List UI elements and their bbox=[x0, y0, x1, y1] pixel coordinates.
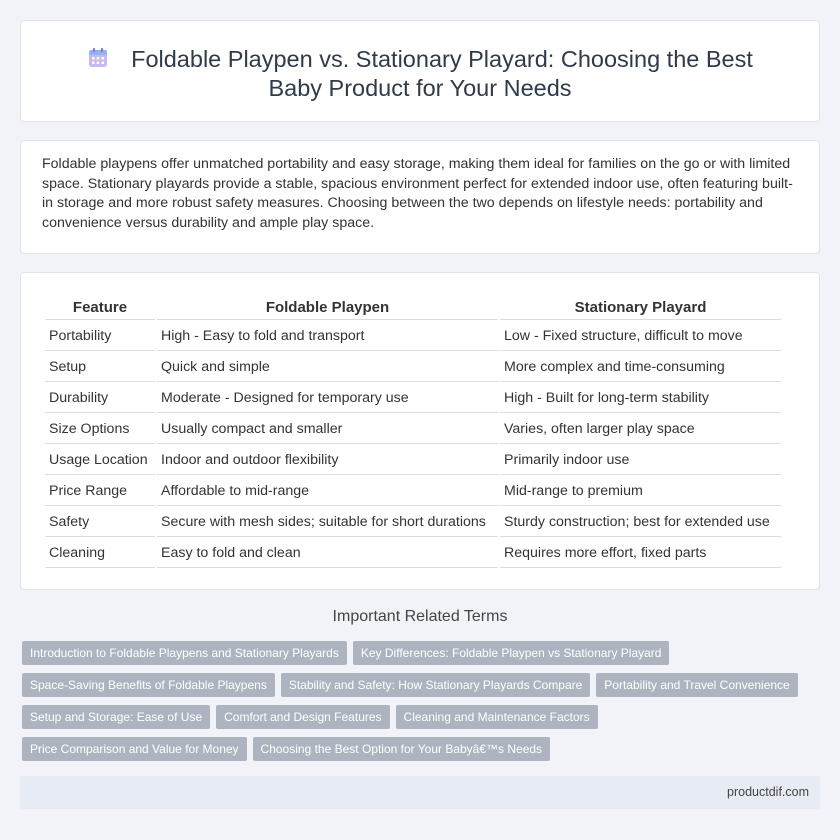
table-header-row bbox=[45, 296, 781, 320]
related-term-tag[interactable]: Setup and Storage: Ease of Use bbox=[22, 705, 210, 729]
footer bbox=[20, 776, 820, 809]
feature-cell: Durability bbox=[45, 384, 155, 413]
stationary-cell: More complex and time-consuming bbox=[500, 353, 781, 382]
related-terms-heading: Important Related Terms bbox=[332, 608, 508, 625]
table-row bbox=[45, 415, 781, 444]
foldable-cell: Quick and simple bbox=[157, 353, 498, 382]
related-term-tag[interactable]: Price Comparison and Value for Money bbox=[22, 737, 247, 761]
feature-cell: Setup bbox=[45, 353, 155, 382]
stationary-cell: Low - Fixed structure, difficult to move bbox=[500, 322, 781, 351]
title-card bbox=[20, 20, 820, 122]
related-term-tag[interactable]: Choosing the Best Option for Your Babyâ€™s Needs bbox=[253, 737, 551, 761]
foldable-cell: Easy to fold and clean bbox=[157, 539, 498, 568]
foldable-cell: Indoor and outdoor flexibility bbox=[157, 446, 498, 475]
feature-cell: Portability bbox=[45, 322, 155, 351]
stationary-cell: Requires more effort, fixed parts bbox=[500, 539, 781, 568]
foldable-cell: Moderate - Designed for temporary use bbox=[157, 384, 498, 413]
foldable-cell: Affordable to mid-range bbox=[157, 477, 498, 506]
header-stationary-playard: Stationary Playard bbox=[500, 296, 781, 320]
comparison-table-card bbox=[20, 272, 820, 590]
related-term-tag[interactable]: Key Differences: Foldable Playpen vs Stationary Playard bbox=[353, 641, 670, 665]
related-term-tag[interactable]: Stability and Safety: How Stationary Playards Compare bbox=[281, 673, 590, 697]
foldable-cell: Secure with mesh sides; suitable for short durations bbox=[157, 508, 498, 537]
tag-row bbox=[22, 737, 802, 761]
related-term-tag[interactable]: Introduction to Foldable Playpens and Stationary Playards bbox=[22, 641, 347, 665]
stationary-cell: High - Built for long-term stability bbox=[500, 384, 781, 413]
feature-cell: Size Options bbox=[45, 415, 155, 444]
table-row bbox=[45, 353, 781, 382]
tag-row bbox=[22, 705, 802, 729]
comparison-table bbox=[43, 294, 783, 570]
stationary-cell: Mid-range to premium bbox=[500, 477, 781, 506]
feature-cell: Usage Location bbox=[45, 446, 155, 475]
page-title-container bbox=[61, 45, 779, 103]
summary-text: Foldable playpens offer unmatched portability and easy storage, making them ideal for families on the go or with limited space. Stationary playards provide a stable, spacious environment perfect for extended indoor use, often featuring built-in storage and more robust safety measures. Choosing between the two depends on lifestyle needs: portability and convenience versus durability and ample play space. bbox=[42, 156, 793, 231]
table-row bbox=[45, 384, 781, 413]
foldable-cell: Usually compact and smaller bbox=[157, 415, 498, 444]
tag-row bbox=[22, 673, 802, 697]
table-row bbox=[45, 539, 781, 568]
header-feature: Feature bbox=[45, 296, 155, 320]
stationary-cell: Varies, often larger play space bbox=[500, 415, 781, 444]
related-term-tag[interactable]: Space-Saving Benefits of Foldable Playpens bbox=[22, 673, 275, 697]
table-row bbox=[45, 322, 781, 351]
related-term-tag[interactable]: Comfort and Design Features bbox=[216, 705, 389, 729]
related-term-tag[interactable]: Cleaning and Maintenance Factors bbox=[396, 705, 598, 729]
related-term-tag[interactable]: Portability and Travel Convenience bbox=[596, 673, 797, 697]
table-row bbox=[45, 508, 781, 537]
stationary-cell: Primarily indoor use bbox=[500, 446, 781, 475]
related-terms-tags bbox=[22, 641, 802, 769]
stationary-cell: Sturdy construction; best for extended use bbox=[500, 508, 781, 537]
table-row bbox=[45, 446, 781, 475]
feature-cell: Cleaning bbox=[45, 539, 155, 568]
table-row bbox=[45, 477, 781, 506]
foldable-cell: High - Easy to fold and transport bbox=[157, 322, 498, 351]
calendar-icon bbox=[87, 47, 109, 69]
feature-cell: Safety bbox=[45, 508, 155, 537]
feature-cell: Price Range bbox=[45, 477, 155, 506]
footer-site-name[interactable]: productdif.com bbox=[727, 785, 809, 799]
header-foldable-playpen: Foldable Playpen bbox=[157, 296, 498, 320]
tag-row bbox=[22, 641, 802, 665]
summary-card bbox=[20, 140, 820, 254]
page-title: Foldable Playpen vs. Stationary Playard: Choosing the Best Baby Product for Your Needs bbox=[131, 46, 753, 101]
